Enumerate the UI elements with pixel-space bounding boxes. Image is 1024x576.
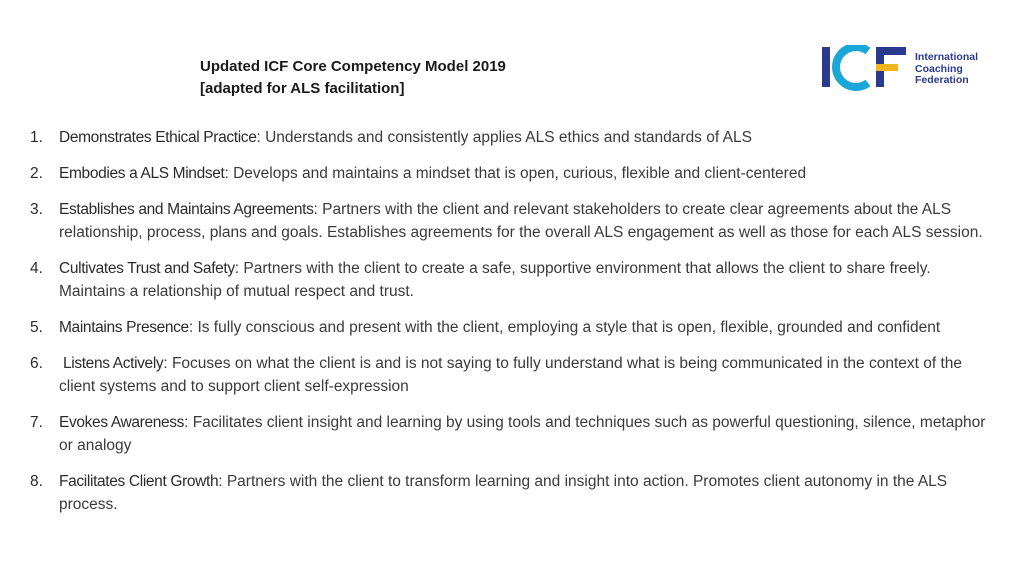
competency-description: : Understands and consistently applies ALS ethics and standards of ALS [256,129,752,146]
item-number: 7. [30,414,43,431]
competency-description: : Partners with the client to create a safe, supportive environment that allows the client to share freely. Maintains a relationship of mutual respect and trust. [59,260,931,300]
competency-name: Cultivates Trust and Safety [59,260,235,277]
list-item [30,316,995,339]
list-item [30,352,995,398]
competency-description: : Facilitates client insight and learning by using tools and techniques such as powerful questioning, silence, metaphor or analogy [59,414,986,454]
icf-logo-mark-icon [820,45,910,91]
logo-text-line-1: International [915,51,979,63]
competency-description: : Partners with the client and relevant stakeholders to create clear agreements about the ALS relationship, process, plans and goals. Establishes agreements for the overall ALS engagement as well as those for each ALS session. [59,201,983,241]
list-item [30,470,995,516]
list-item [30,411,995,457]
list-item [30,257,995,303]
competency-description: : Is fully conscious and present with the client, employing a style that is open, flexible, grounded and confident [188,319,941,336]
icf-logo [820,45,1000,91]
competency-list [30,126,995,529]
competency-description: : Partners with the client to transform learning and insight into action. Promotes client autonomy in the ALS process. [59,473,948,513]
competency-name: Facilitates Client Growth [59,473,219,490]
title-line-2: [adapted for ALS facilitation] [200,80,405,97]
list-item [30,126,995,149]
item-number: 8. [30,473,43,490]
logo-text-line-3: Federation [915,74,969,86]
competency-description: : Develops and maintains a mindset that is open, curious, flexible and client-centered [224,165,807,182]
competency-name: Listens Actively [59,355,164,372]
competency-name: Embodies a ALS Mindset [59,165,225,182]
item-number: 2. [30,165,43,182]
item-number: 3. [30,201,43,218]
competency-name: Maintains Presence [59,319,189,336]
item-number: 1. [30,129,43,146]
item-number: 6. [30,355,43,372]
item-number: 4. [30,260,43,277]
page-title [200,56,506,100]
title-line-1: Updated ICF Core Competency Model 2019 [200,58,506,75]
list-item [30,198,995,244]
logo-text-line-2: Coaching [915,62,963,75]
competency-name: Establishes and Maintains Agreements [59,201,314,218]
competency-name: Demonstrates Ethical Practice [59,129,257,146]
competency-name: Evokes Awareness [59,414,185,431]
logo-text [915,52,978,87]
competency-description: : Focuses on what the client is and is not saying to fully understand what is being communicated in the context of the client systems and to support client self-expression [59,355,963,395]
item-number: 5. [30,319,43,336]
list-item [30,162,995,185]
